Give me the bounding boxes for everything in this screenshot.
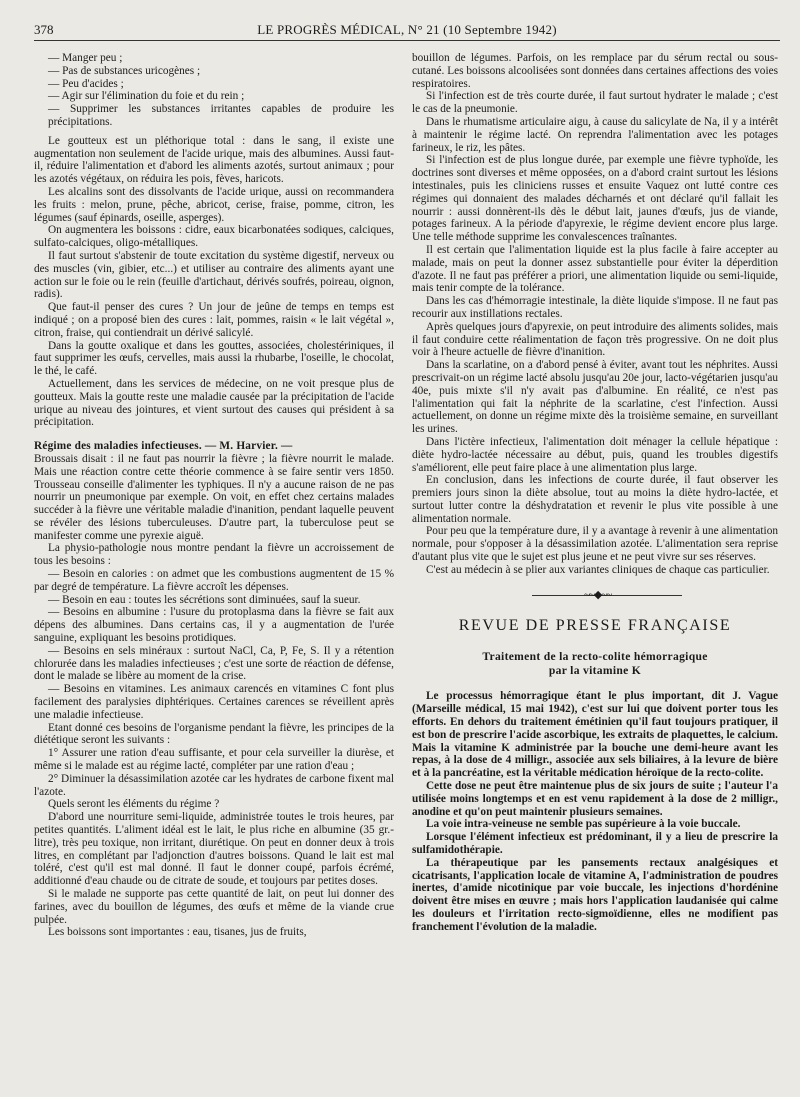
- article-title-line-1: Traitement de la recto-colite hémorragique: [482, 650, 708, 664]
- section-divider: [412, 586, 778, 606]
- section-title-revue: REVUE DE PRESSE FRANÇAISE: [458, 616, 732, 634]
- left-column: [34, 52, 394, 939]
- paragraph: Actuellement, dans les services de médecine, on ne voit presque plus de goutteux. Mais la goutte reste une maladie causée par la précipitation de l'acide urique au niveau des jointures, et vient surtout des causes qui président à sa précipitation.: [34, 377, 394, 429]
- journal-title: LE PROGRÈS MÉDICAL, N° 21 (10 Septembre 1942): [257, 22, 557, 37]
- list-item: — Besoin en calories : on admet que les combustions augmentent de 15 % par degré de température. La fièvre accroît les dépenses.: [34, 568, 394, 593]
- paragraph: Il faut surtout s'abstenir de toute excitation du système digestif, nerveux ou des muscles (vin, gibier, etc...) et utiliser au contraire des aliments ayant une action sur le foie ou le rein (feuille d'artichaut, dérivés soufrés, poireau, oignon, radis).: [34, 249, 394, 301]
- ornament-icon: ~~◆~~: [584, 588, 612, 601]
- section-heading: [34, 440, 394, 453]
- paragraph: Si le malade ne supporte pas cette quantité de lait, on peut lui donner des farines, avec du bouillon de légumes, des œufs et même de la viande crue pulpée.: [34, 888, 394, 926]
- paragraph: Dans la scarlatine, on a d'abord pensé à éviter, avant tout les néphrites. Aussi prescrivait-on un régime lacté absolu jusqu'au 20e jour, lacto-végétarien jusqu'au 40e, puis mixte s'il n'y avait pas d'albumine. En réalité, ce n'est pas l'alimentation qui fait la néphrite de la scarlatine, c'est l'infection. Aussi actuellement, on donne un régime mixte dès la troisième semaine, en surveillant les urines.: [412, 359, 778, 436]
- paragraph: Dans les cas d'hémorragie intestinale, la diète liquide s'impose. Il ne faut pas recourir aux instillations rectales.: [412, 295, 778, 320]
- list-item: — Besoin en eau : toutes les sécrétions sont diminuées, sauf la sueur.: [48, 593, 361, 606]
- article-body: [412, 690, 778, 933]
- list-item: — Besoins en vitamines. Les animaux carencés en vitamines C font plus facilement des paralysies diphtériques. Certaines carences se réveillent après une maladie infectieuse.: [34, 683, 394, 721]
- paragraph: Cette dose ne peut être maintenue plus de six jours de suite ; l'auteur l'a utilisée moins longtemps et en est venu rapidement à la dose de 2 milligr., anodine et qu'on peut maintenir plusieurs semaines.: [412, 780, 778, 818]
- article-title: [412, 650, 778, 678]
- paragraph: Pour peu que la température dure, il y a avantage à revenir à une alimentation normale, pour s'opposer à la désassimilation azotée. L'alimentation sera reprise d'autant plus vite que le sujet est plus jeune et ne peut vivre sur ses réserves.: [412, 525, 778, 564]
- list-item: — Manger peu ;: [48, 52, 123, 64]
- paragraph: Dans la goutte oxalique et dans les gouttes, associées, cholestériniques, il faut supprimer les œufs, cervelles, mais aussi la rhubarbe, l'oseille, le chocolat, le thé, le café.: [34, 339, 394, 378]
- paragraph: Quels seront les éléments du régime ?: [48, 798, 220, 811]
- paragraph: Dans le rhumatisme articulaire aigu, à cause du salicylate de Na, il y a intérêt à maintenir le régime lacté. On reprendra l'alimentation avec les potages farineux, le riz, les pâtes.: [412, 115, 778, 154]
- list-item: — Agir sur l'élimination du foie et du rein ;: [48, 90, 245, 103]
- paragraph: La physio-pathologie nous montre pendant la fièvre un accroissement de tous les besoins :: [34, 542, 394, 568]
- paragraph: Le goutteux est un pléthorique total : dans le sang, il existe une augmentation non seulement de l'acide urique, mais des albumines. Aussi faut-il, réduire l'alimentation et d'abord les aliments azotés, surtout animaux ; pour les azotés végétaux, on réduira les pois, fèves, haricots.: [34, 134, 394, 186]
- section-title: Régime des maladies infectieuses. — M. Harvier. —: [34, 440, 293, 453]
- paragraph: Si l'infection est de plus longue durée, par exemple une fièvre typhoïde, les doctrines sont diverses et même opposées, on a d'abord craint surtout les lésions intestinales, puis les cliniciens russes et ensuite Vaquez ont lutté contre ces régimes qui donnaient des malades décharnés et ont déclaré qu'il fallait les nourrir : aussi donnèrent-ils dès le début lait, jaunes d'œufs, jus de viande, potages farineux. A la période d'apyrexie, le régime devient encore plus large. Une telle méthode supprime les convalescences traînantes.: [412, 154, 778, 244]
- columns: [34, 52, 780, 1092]
- list-item: — Pas de substances uricogènes ;: [48, 64, 201, 77]
- paragraph: On augmentera les boissons : cidre, eaux bicarbonatées sodiques, calciques, sulfato-calciques, oligo-métalliques.: [34, 224, 394, 250]
- running-header: [34, 18, 780, 41]
- paragraph: La thérapeutique par les pansements rectaux analgésiques et cicatrisants, l'application locale de vitamine A, l'administration de poudres inertes, d'amide nicotinique par voie buccale, les injections d'hordénine doivent être mises en œuvre ; mais hors l'application laudanisée qui calme les douleurs et l'irritation recto-sigmoïdienne, elles ne modifient pas franchement l'évolution de la maladie.: [412, 856, 778, 933]
- paragraph: Si l'infection est de très courte durée, il faut surtout hydrater le malade ; c'est le cas de la pneumonie.: [412, 90, 778, 116]
- right-column: [412, 52, 778, 934]
- list-item: 2° Diminuer la désassimilation azotée car les hydrates de carbone fixent mal l'azote.: [34, 772, 394, 798]
- article-title-line-2: par la vitamine K: [548, 664, 642, 678]
- paragraph: Les boissons sont importantes : eau, tisanes, jus de fruits,: [48, 926, 307, 939]
- list-item: — Supprimer les substances irritantes capables de produire les précipitations.: [48, 103, 394, 128]
- paragraph: Il est certain que l'alimentation liquide est la plus facile à faire accepter au malade, mais on peut la donner assez substantielle pour éviter la déperdition d'azote. Il ne faut pas préférer a priori, une alimentation liquide ou semi-liquide, mais tenir compte de la tolérance.: [412, 243, 778, 295]
- paragraph: Broussais disait : il ne faut pas nourrir la fièvre ; la fièvre nourrit le malade. Mais une réaction contre cette théorie commence à se faire sentir vers 1850. Trousseau conseille d'alimenter les typhiques. Il n'y a aucune raison de ne pas nourrir un pneumonique par exemple. On voit, en effet chez certains malades succéder à la fièvre une véritable maladie d'inanition, pendant laquelle peuvent se révéler des lésions tuberculeuses. D'autre part, la tuberculose peut se manifester comme une pyrexie aiguë.: [34, 452, 394, 542]
- paragraph: Dans l'ictère infectieux, l'alimentation doit ménager la cellule hépatique : diète hydro-lactée nécessaire au début, puis, quand les troubles digestifs s'améliorent, elle peut faire place à une alimentation plus large.: [412, 435, 778, 474]
- paragraph: Après quelques jours d'apyrexie, on peut introduire des aliments solides, mais il faut conduire cette réalimentation de façon très progressive. On ne doit plus voir à l'heure actuelle de fièvre d'inanition.: [412, 320, 778, 359]
- paragraph: C'est au médecin à se plier aux variantes cliniques de chaque cas particulier.: [426, 563, 770, 576]
- list-item: — Peu d'acides ;: [48, 77, 124, 90]
- paragraph: bouillon de légumes. Parfois, on les remplace par du sérum rectal ou sous-cutané. Les boissons alcoolisées sont données dans certaines affections des voies respiratoires.: [412, 52, 778, 90]
- paragraph: Les alcalins sont des dissolvants de l'acide urique, aussi on recommandera les fruits : melon, prune, pêche, abricot, cerise, fraise, pomme, citron, les légumes (sauf épinards, oseille, asperges).: [34, 185, 394, 224]
- paragraph: Lorsque l'élément infectieux est prédominant, il y a lieu de prescrire la sulfamidothérapie.: [412, 831, 778, 857]
- list-item: — Besoins en albumine : l'usure du protoplasma dans la fièvre se fait aux dépens des albumines. Dans certains cas, il y a augmentation de l'urée sanguine, expliquant les besoins protidiques.: [34, 606, 394, 645]
- paragraph: Le processus hémorragique étant le plus important, dit J. Vague (Marseille médical, 15 mai 1942), c'est sur lui que doivent porter tous les efforts. En dehors du traitement émétinien qu'il faut toujours pratiquer, il est bon de prescrire l'acide ascorbique, les extraits de plaquettes, le calcium. Mais la vitamine K administrée par la bouche une demi-heure avant les repas, à la dose de 4 milligr., associée aux sels biliaires, à la levure de bière et à la pancréatine, est la véritable médication héroïque de la recto-colite.: [412, 690, 778, 780]
- paragraph: D'abord une nourriture semi-liquide, administrée toutes le trois heures, par petites quantités. L'aliment idéal est le lait, le plus riche en albumine (35 gr.-litre), très peu toxique, non irritant, diurétique. On peut en donner deux à trois litres, en complétant par l'adjonction d'autres boissons. Quand le lait est mal toléré, c'est qu'il est mal donné. Il faut le donner coupé, parfois écrémé, additionné d'eau chaude ou de citrate de soude, et toujours par petites doses.: [34, 811, 394, 888]
- paragraph: Que faut-il penser des cures ? Un jour de jeûne de temps en temps est indiqué ; on a proposé bien des cures : lait, pommes, raisin « le lait végétal », citron, fraise, qui contiendrait un dérivé salicylé.: [34, 301, 394, 339]
- list-item: — Besoins en sels minéraux : surtout NaCl, Ca, P, Fe, S. Il y a rétention chlorurée dans les maladies infectieuses ; c'est une sorte de réaction de défense, dont le malade se libère au moment de la crise.: [34, 644, 394, 683]
- page-number: 378: [34, 22, 54, 37]
- paragraph: Etant donné ces besoins de l'organisme pendant la fièvre, les principes de la diététique seront les suivants :: [34, 721, 394, 747]
- list-item: 1° Assurer une ration d'eau suffisante, et pour cela surveiller la diurèse, et même si le malade est au régime lacté, compléter par une ration d'eau ;: [34, 747, 394, 773]
- paragraph: La voie intra-veineuse ne semble pas supérieure à la voie buccale.: [426, 818, 741, 831]
- paragraph: En conclusion, dans les infections de courte durée, il faut observer les premiers jours sinon la diète absolue, tout au moins la diète hydro-lactée, et surtout lutter contre la déshydratation et revenir le plus vite possible à une alimentation normale.: [412, 474, 778, 525]
